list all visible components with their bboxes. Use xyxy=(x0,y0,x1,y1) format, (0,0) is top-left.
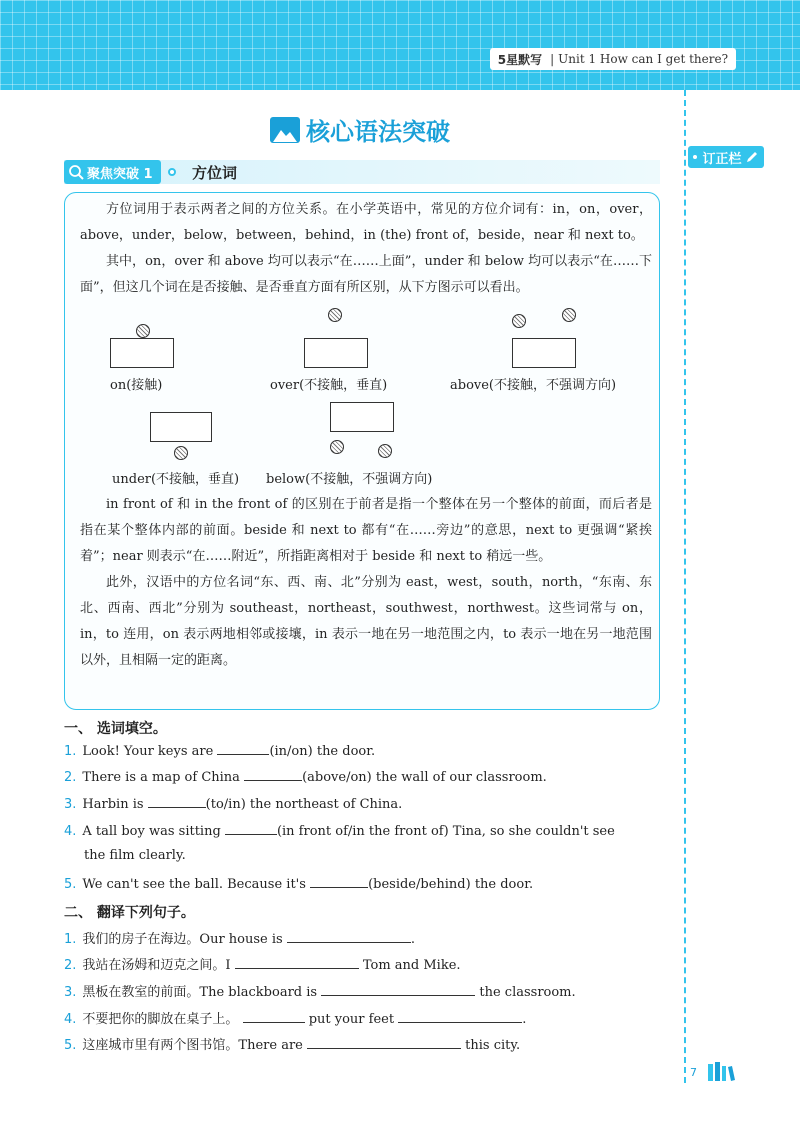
focus-topic: 方位词 xyxy=(192,164,238,182)
answer-blank[interactable] xyxy=(225,822,277,835)
box-below xyxy=(330,402,394,432)
unit-tag xyxy=(490,48,736,70)
box-on xyxy=(110,338,174,368)
box-above xyxy=(512,338,576,368)
mountain-icon xyxy=(270,117,300,143)
exercise-1-item xyxy=(64,822,615,839)
item-number: 4. xyxy=(64,824,77,839)
answer-blank[interactable] xyxy=(287,930,411,943)
label-on: on(接触) xyxy=(110,378,163,393)
pencil-icon xyxy=(745,150,759,164)
item-text-before: Look! Your keys are xyxy=(82,744,214,759)
revision-column xyxy=(684,90,784,1083)
exercise-1-item-continued: the film clearly. xyxy=(84,848,186,863)
ball-icon xyxy=(136,324,150,338)
item-text-before: The blackboard is xyxy=(199,985,318,1000)
exercise-2-item xyxy=(64,981,576,1000)
grammar-paragraph-4: 此外，汉语中的方位名词“东、西、南、北”分别为 east，west，south，north，“东南、东北、西南、西北”分别为 southeast，northeast，southwest，northwest。这些词常与 on，in，to 连用，on 表示两地相邻或接壤，in 表示一地在另一地范围之内，to 表示一地在另一地范围以外，且相隔一定的距离。 xyxy=(80,575,652,668)
item-text-middle: put your feet xyxy=(308,1012,395,1027)
item-text-after: (in front of/in the front of) Tina, so she couldn't see xyxy=(276,824,615,839)
top-banner xyxy=(0,0,800,90)
unit-title: Unit 1 How can I get there? xyxy=(558,52,728,66)
item-chinese: 我们的房子在海边。 xyxy=(82,932,200,947)
ball-icon xyxy=(562,308,576,322)
section-title-text: 核心语法突破 xyxy=(306,118,450,146)
exercise-1-item xyxy=(64,742,375,759)
item-text-after: (in/on) the door. xyxy=(269,744,376,759)
ball-icon xyxy=(330,440,344,454)
exercise-2-item xyxy=(64,954,461,973)
grammar-paragraph-3: in front of 和 in the front of 的区别在于前者是指一个整体在另一个整体的前面，而后者是指在某个整体内部的前面。beside 和 next to 都有“在……旁边”的意思，next to 更强调“紧挨着”；near 则表示“在……附近”，所指距离相对于 beside 和 next to 稍远一些。 xyxy=(80,497,652,564)
revision-label: 订正栏 xyxy=(702,151,742,167)
exercise-1-item xyxy=(64,768,547,785)
grammar-paragraph-1: 方位词用于表示两者之间的方位关系。在小学英语中，常见的方位介词有：in，on，over，above，under，below，between，behind，in (the) front of，beside，near 和 next to。 xyxy=(80,202,652,243)
item-number: 3. xyxy=(64,797,77,812)
item-chinese: 我站在汤姆和迈克之间。 xyxy=(82,958,226,973)
answer-blank[interactable] xyxy=(148,795,206,808)
item-text-before: A tall boy was sitting xyxy=(82,824,221,839)
exercise-2-item xyxy=(64,1034,520,1053)
brand-label: 5星默写 xyxy=(497,52,543,67)
grammar-text-bottom xyxy=(80,492,652,674)
focus-dot xyxy=(168,168,176,176)
label-under: under(不接触，垂直) xyxy=(112,472,240,487)
answer-blank[interactable] xyxy=(217,742,269,755)
label-over: over(不接触，垂直) xyxy=(270,378,388,393)
item-text-after: Tom and Mike. xyxy=(362,958,461,973)
answer-blank[interactable] xyxy=(235,956,359,969)
focus-badge xyxy=(64,160,161,184)
item-text-before: I xyxy=(225,958,231,973)
item-chinese: 这座城市里有两个图书馆。 xyxy=(82,1038,239,1053)
exercise-1-title: 一、 选词填空。 xyxy=(64,721,167,737)
section-title xyxy=(270,112,450,147)
separator: | xyxy=(550,52,555,66)
exercise-2-item xyxy=(64,928,415,947)
dot-icon xyxy=(693,155,697,159)
answer-blank[interactable] xyxy=(307,1036,461,1049)
exercise-1-item xyxy=(64,875,533,892)
item-number: 2. xyxy=(64,770,77,785)
ball-icon xyxy=(512,314,526,328)
item-number: 5. xyxy=(64,877,77,892)
item-number: 4. xyxy=(64,1012,77,1027)
ball-icon xyxy=(378,444,392,458)
answer-blank[interactable] xyxy=(244,768,302,781)
answer-blank[interactable] xyxy=(398,1010,522,1023)
grammar-text-top xyxy=(80,197,652,301)
answer-blank[interactable] xyxy=(321,983,475,996)
label-above: above(不接触，不强调方向) xyxy=(450,378,617,393)
item-text-after: (to/in) the northeast of China. xyxy=(205,797,403,812)
page-number: 7 xyxy=(690,1066,697,1079)
magnifier-icon xyxy=(68,164,84,180)
exercise-2-item xyxy=(64,1008,526,1027)
answer-blank[interactable] xyxy=(243,1010,305,1023)
item-text-after: the classroom. xyxy=(479,985,576,1000)
exercise-2-title: 二、 翻译下列句子。 xyxy=(64,905,195,921)
item-text-after: (beside/behind) the door. xyxy=(368,877,534,892)
item-number: 3. xyxy=(64,985,77,1000)
item-chinese: 不要把你的脚放在桌子上。 xyxy=(82,1012,239,1027)
item-number: 1. xyxy=(64,932,77,947)
item-text-before: There are xyxy=(238,1038,303,1053)
item-number: 5. xyxy=(64,1038,77,1053)
answer-blank[interactable] xyxy=(310,875,368,888)
exercise-1-item xyxy=(64,795,402,812)
item-chinese: 黑板在教室的前面。 xyxy=(82,985,200,1000)
item-text-before: There is a map of China xyxy=(82,770,240,785)
label-below: below(不接触，不强调方向) xyxy=(266,472,433,487)
item-text-after: . xyxy=(522,1012,527,1027)
item-text-before: We can't see the ball. Because it's xyxy=(82,877,306,892)
item-text-before: Harbin is xyxy=(82,797,144,812)
focus-badge-label: 聚焦突破 1 xyxy=(87,166,153,182)
box-under xyxy=(150,412,212,442)
item-number: 2. xyxy=(64,958,77,973)
ball-icon xyxy=(174,446,188,460)
ball-icon xyxy=(328,308,342,322)
grammar-paragraph-2: 其中，on，over 和 above 均可以表示“在……上面”，under 和 below 均可以表示“在……下面”，但这几个词在是否接触、是否垂直方面有所区别，从下方图示可以看出。 xyxy=(80,254,652,295)
item-text-before: Our house is xyxy=(199,932,283,947)
item-text-after: . xyxy=(410,932,415,947)
item-text-after: this city. xyxy=(465,1038,521,1053)
item-text-after: (above/on) the wall of our classroom. xyxy=(302,770,547,785)
revision-tag xyxy=(688,146,764,168)
books-icon xyxy=(706,1060,736,1082)
box-over xyxy=(304,338,368,368)
item-number: 1. xyxy=(64,744,77,759)
